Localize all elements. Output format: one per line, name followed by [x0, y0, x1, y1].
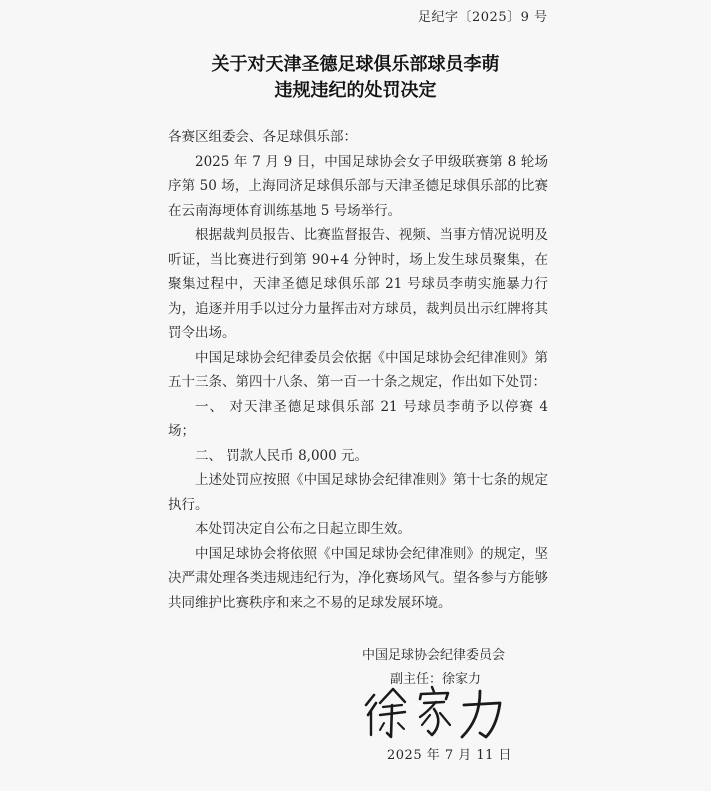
handwritten-signature — [360, 683, 510, 741]
signing-date: 2025 年 7 月 11 日 — [387, 748, 513, 763]
penalty-item-suspension: 一、 对天津圣德足球俱乐部 21 号球员李萌予以停赛 4 场； — [168, 398, 548, 439]
document-body — [168, 125, 548, 615]
paragraph-effective: 本处罚决定自公布之日起立即生效。 — [195, 521, 411, 537]
salutation: 各赛区组委会、各足球俱乐部： — [168, 129, 357, 145]
paragraph-execution: 上述处罚应按照《中国足球协会纪律准则》第十七条的规定执行。 — [168, 472, 548, 513]
document-number: 足纪字〔2025〕9 号 — [418, 10, 548, 25]
signing-organization: 中国足球协会纪律委员会 — [362, 648, 506, 663]
paragraph-incident: 根据裁判员报告、比赛监督报告、视频、当事方情况说明及听证，当比赛进行到第 90+4 分钟时，场上发生球员聚集，在聚集过程中，天津圣德足球俱乐部 21 号球员李萌实施暴力行为，追逐并用手以过分力量挥击对方球员，裁判员出示红牌将其罚令出场。 — [168, 227, 548, 341]
document-title-line-1: 关于对天津圣德足球俱乐部球员李萌 — [211, 54, 500, 75]
document-title-line-2: 违规违纪的处罚决定 — [274, 80, 437, 101]
paragraph-closing: 中国足球协会将依照《中国足球协会纪律准则》的规定，坚决严肃处理各类违规违纪行为，净化赛场风气。望各参与方能够共同维护比赛秩序和来之不易的足球发展环境。 — [168, 545, 548, 611]
paragraph-basis: 中国足球协会纪律委员会依据《中国足球协会纪律准则》第五十三条、第四十八条、第一百一十条之规定，作出如下处罚： — [168, 349, 548, 390]
penalty-item-fine: 二、 罚款人民币 8,000 元。 — [195, 447, 369, 464]
signing-official: 副主任：徐家力 — [390, 672, 482, 687]
paragraph-match-info: 2025 年 7 月 9 日，中国足球协会女子甲级联赛第 8 轮场序第 50 场，上海同济足球俱乐部与天津圣德足球俱乐部的比赛在云南海埂体育训练基地 5 号场举行。 — [168, 153, 548, 219]
